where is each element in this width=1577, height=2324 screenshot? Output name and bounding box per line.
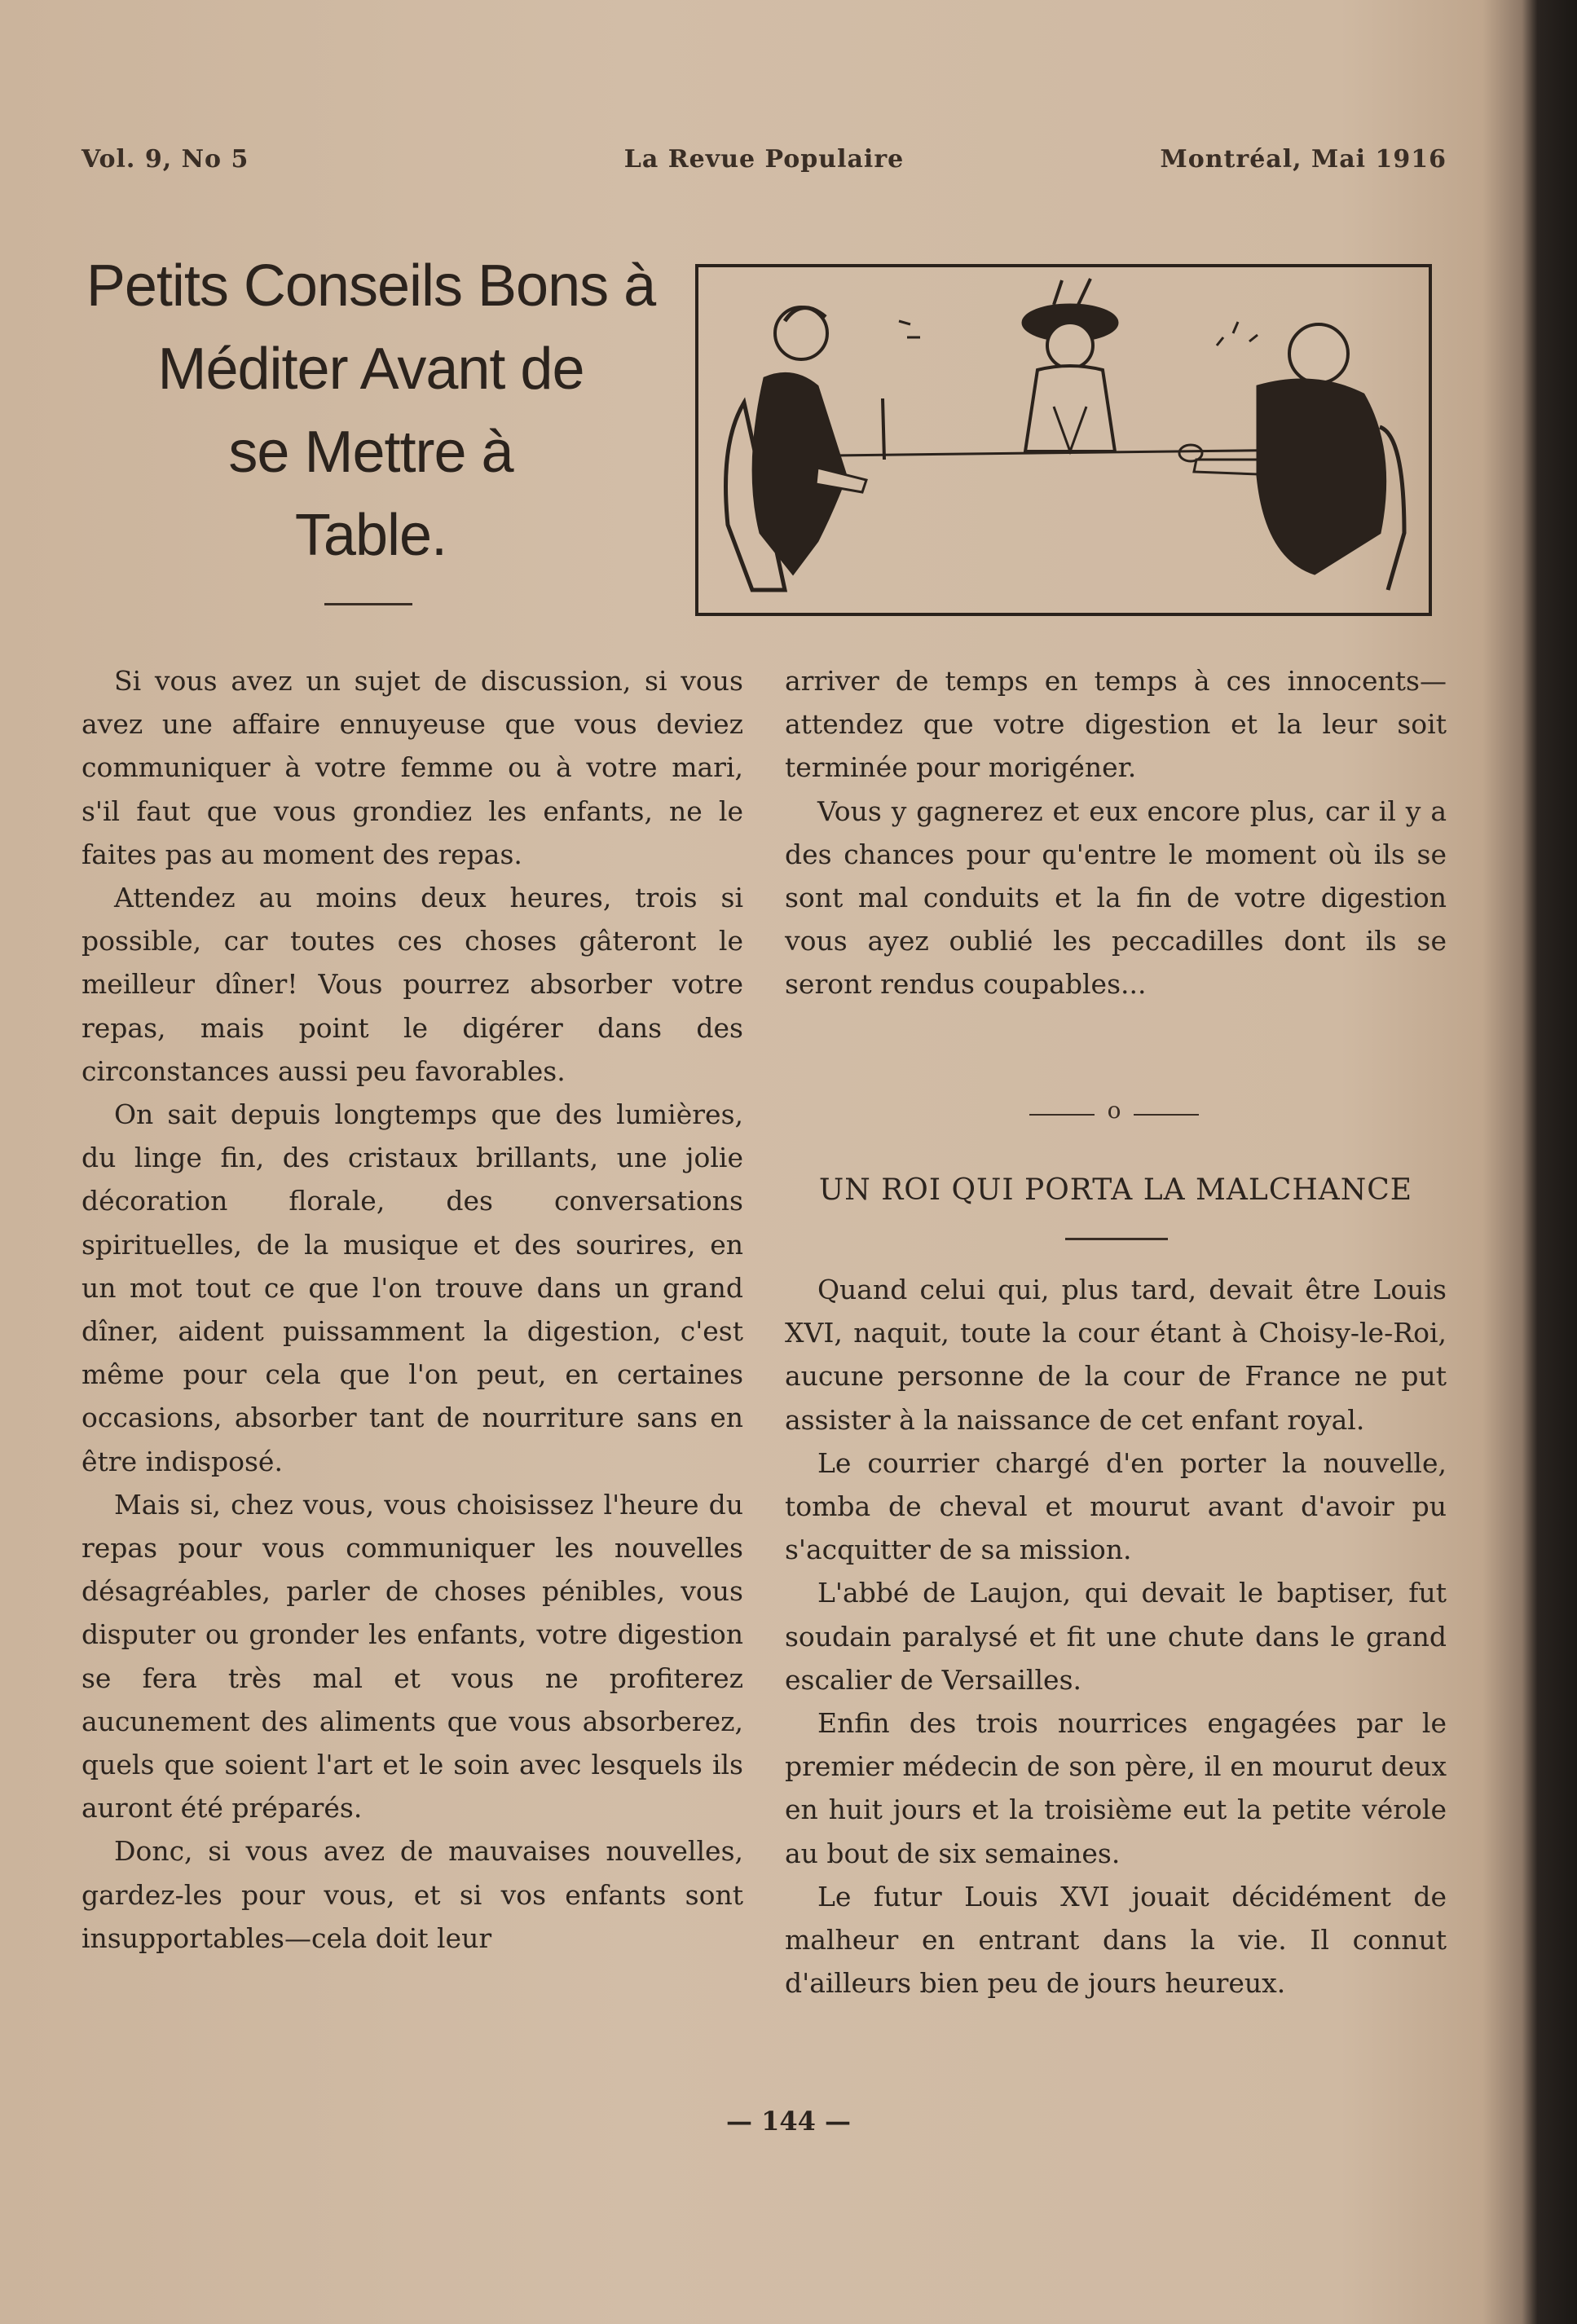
title-line: se Mettre à (228, 420, 513, 485)
paragraph: Le courrier chargé d'en porter la nouvelle, tomba de cheval et mourut avant d'avoir pu s'acquitter de sa mission. (785, 1446, 1447, 1566)
separator-line (1134, 1114, 1199, 1116)
running-header (81, 145, 1447, 181)
paragraph: arriver de temps en temps à ces innocents—attendez que votre digestion et la leur soit terminée pour morigéner. (785, 665, 1447, 784)
paragraph: Enfin des trois nourrices engagées par le premier médecin de son père, il en mourut deux en huit jours et la troisième eut la petite vérole au bout de six semaines. (785, 1707, 1447, 1869)
paragraph: On sait depuis longtemps que des lumières, du linge fin, des cristaux brillants, une jolie décoration florale, des conversations spirituelles, de la musique et des sourires, en un mot tout ce que l'on trouve dans un grand dîner, aident puissamment la digestion, c'est même pour cela que l'on peut, en certaines occasions, absorber tant de nourriture sans en être indisposé. (81, 1098, 743, 1477)
article2-body (785, 1268, 1447, 2005)
article-title (77, 244, 664, 577)
dateline: Montréal, Mai 1916 (1160, 145, 1447, 174)
paragraph: Vous y gagnerez et eux encore plus, car il y a des chances pour qu'entre le moment où ils se sont mal conduits et la fin de votre digestion vous ayez oublié les peccadilles dont ils se seront rendus coupables... (785, 794, 1447, 1001)
left-column (81, 659, 743, 1960)
magazine-name: La Revue Populaire (623, 145, 905, 174)
separator-mark: o (1107, 1097, 1121, 1124)
paragraph: Attendez au moins deux heures, trois si possible, car toutes ces choses gâteront le meilleur dîner! Vous pourrez absorber votre repas, mais point le digérer dans des circonstances aussi peu favorables. (81, 882, 743, 1087)
title-rule (324, 603, 412, 605)
paragraph: L'abbé de Laujon, qui devait le baptiser, fut soudain paralysé et fit une chute dans le grand escalier de Versailles. (785, 1577, 1447, 1696)
volume-number: Vol. 9, No 5 (81, 145, 249, 174)
paragraph: Le futur Louis XVI jouait décidément de malheur en entrant dans la vie. Il connut d'ailleurs bien peu de jours heureux. (785, 1880, 1447, 2000)
page-number: — 144 — (725, 2106, 852, 2137)
subhead-rule (1065, 1238, 1168, 1240)
paragraph: Quand celui qui, plus tard, devait être Louis XVI, naquit, toute la cour étant à Choisy-le-Roi, aucune personne de la cour de France ne put assister à la naissance de cet enfant royal. (785, 1274, 1447, 1436)
dinner-table-illustration (695, 264, 1432, 616)
article2-title: UN ROI QUI PORTA LA MALCHANCE (818, 1173, 1413, 1207)
section-separator (1024, 1097, 1204, 1129)
title-line: Table. (294, 503, 447, 568)
title-line: Méditer Avant de (157, 337, 584, 402)
separator-line (1029, 1114, 1095, 1116)
title-line: Petits Conseils Bons à (86, 253, 656, 319)
right-column (785, 659, 1447, 1006)
paragraph: Si vous avez un sujet de discussion, si vous avez une affaire ennuyeuse que vous deviez communiquer à votre femme ou à votre mari, s'il faut que vous grondiez les enfants, ne le faites pas au moment des repas. (81, 665, 743, 870)
paragraph: Mais si, chez vous, vous choisissez l'heure du repas pour vous communiquer les nouvelles désagréables, parler de choses pénibles, vous disputer ou gronder les enfants, votre digestion se fera très mal et vous ne profiterez aucunement des aliments que vous absorberez, quels que soient l'art et le soin avec lesquels ils auront été préparés. (81, 1488, 743, 1824)
paragraph: Donc, si vous avez de mauvaises nouvelles, gardez-les pour vous, et si vos enfants sont insupportables—cela doit leur (81, 1835, 743, 1954)
